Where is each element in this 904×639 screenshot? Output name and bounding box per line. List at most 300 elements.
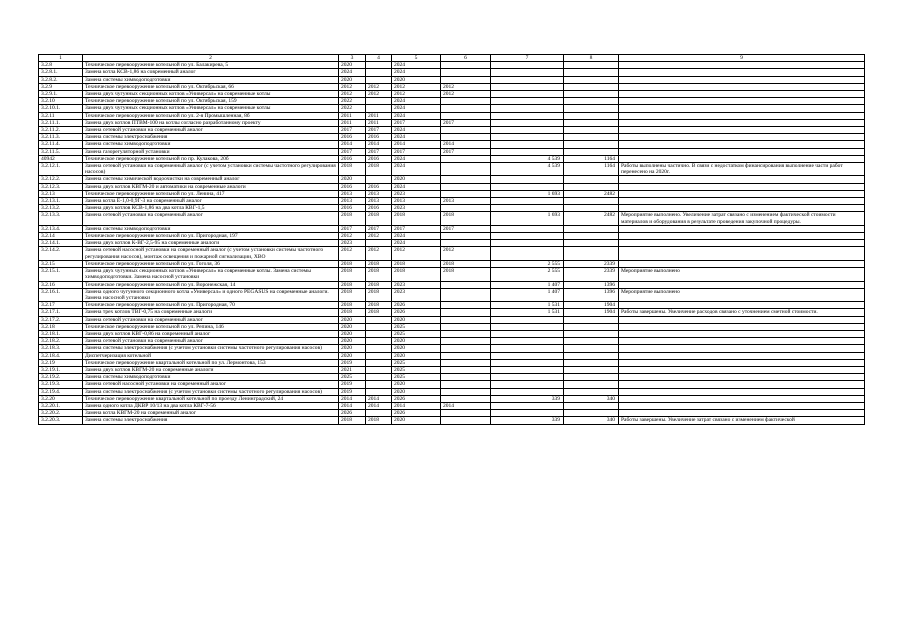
table-cell-col-6: 2018 [441, 212, 491, 225]
table-cell-col-9 [619, 316, 865, 323]
table-cell-col-6 [441, 374, 491, 381]
table-cell-col-2: Замена двух чугунных секционных котлов «Универсал» на современные котлы. Замена системы химводоподготовки. Замена насосной установки [83, 268, 339, 281]
table-cell-col-9 [619, 148, 865, 155]
table-cell-col-4: 2018 [366, 163, 392, 176]
table-cell-col-3: 2011 [339, 119, 366, 126]
table-cell-col-4: 2011 [366, 112, 392, 119]
table-cell-col-4 [366, 76, 392, 83]
table-cell-col-2: Замена котла Е-1,0-0,9Г-3 на современный аналог [83, 198, 339, 205]
table-cell-col-9 [619, 190, 865, 197]
table-cell-col-9 [619, 98, 865, 105]
table-cell-col-9 [619, 112, 865, 119]
table-cell-col-7 [491, 316, 564, 323]
table-cell-col-8: 2339 [564, 260, 619, 267]
table-cell-col-2: Техническое перевооружение котельной по ул. Пригородная, 70 [83, 302, 339, 309]
table-cell-col-2: Замена системы электроснабжения [83, 417, 339, 424]
table-cell-col-8 [564, 112, 619, 119]
table-cell-col-1: 3.2.8.2. [39, 76, 83, 83]
table-cell-col-7: 1 407 [491, 288, 564, 301]
table-cell-col-6 [441, 323, 491, 330]
table-row [39, 352, 865, 359]
table-cell-col-8 [564, 345, 619, 352]
table-cell-col-1: 3.2.10 [39, 98, 83, 105]
table-row [39, 112, 865, 119]
table-cell-col-4: 2017 [366, 148, 392, 155]
table-cell-col-4: 2016 [366, 155, 392, 162]
table-cell-col-5: 2024 [392, 163, 441, 176]
table-cell-col-6 [441, 302, 491, 309]
table-cell-col-2: Техническое перевооружение котельной по ул. Пригородная, 197 [83, 233, 339, 240]
table-cell-col-1: 3.2.19.2. [39, 374, 83, 381]
table-cell-col-5: 2025 [392, 323, 441, 330]
table-cell-col-3: 2012 [339, 233, 366, 240]
table-cell-col-6 [441, 183, 491, 190]
table-cell-col-9 [619, 323, 865, 330]
table-cell-col-9 [619, 240, 865, 247]
table-cell-col-1: 3.2.17.2. [39, 316, 83, 323]
table-cell-col-3: 2011 [339, 112, 366, 119]
table-cell-col-2: Замена газорегуляторной установки [83, 148, 339, 155]
table-cell-col-2: Замена системы электроснабжения [83, 134, 339, 141]
table-row [39, 127, 865, 134]
table-cell-col-8 [564, 316, 619, 323]
table-cell-col-2: Замена системы химводоподготовки [83, 141, 339, 148]
table-cell-col-9 [619, 198, 865, 205]
table-cell-col-7 [491, 233, 564, 240]
table-cell-col-7 [491, 69, 564, 76]
table-cell-col-9 [619, 388, 865, 395]
table-cell-col-5: 2020 [392, 316, 441, 323]
table-row [39, 374, 865, 381]
table-cell-col-3: 2014 [339, 395, 366, 402]
table-cell-col-9 [619, 402, 865, 409]
table-cell-col-5: 2024 [392, 98, 441, 105]
table-cell-col-7 [491, 388, 564, 395]
table-cell-col-3: 2012 [339, 247, 366, 260]
table-cell-col-1: 3.2.9 [39, 83, 83, 90]
table-row [39, 323, 865, 330]
table-cell-col-3: 2018 [339, 302, 366, 309]
table-cell-col-6: 2014 [441, 141, 491, 148]
table-cell-col-3: 2026 [339, 410, 366, 417]
table-cell-col-9 [619, 119, 865, 126]
table-cell-col-3: 2016 [339, 155, 366, 162]
table-cell-col-2: Замена сетевой насосной установки на современный аналог (с учетом установки системы частотного регулирования насосов), монтаж освещения и пожарной сигнализации, ХВО [83, 247, 339, 260]
table-cell-col-8 [564, 225, 619, 232]
table-cell-col-2: Замена двух чугунных секционных котлов «Универсал» на современные котлы [83, 91, 339, 98]
table-cell-col-7: 1 531 [491, 309, 564, 316]
table-cell-col-9 [619, 205, 865, 212]
table-cell-col-5: 2026 [392, 302, 441, 309]
table-cell-col-2: Замена двух котлов К-ВГ-2,5-95 на современные аналоги [83, 240, 339, 247]
table-cell-col-9 [619, 62, 865, 69]
column-header-7: 7 [491, 55, 564, 62]
table-cell-col-4: 2013 [366, 190, 392, 197]
table-cell-col-4: 2016 [366, 134, 392, 141]
table-cell-col-6 [441, 98, 491, 105]
table-row [39, 76, 865, 83]
table-cell-col-8: 2482 [564, 212, 619, 225]
table-header-row [39, 55, 865, 62]
table-cell-col-5: 2018 [392, 212, 441, 225]
table-cell-col-9 [619, 134, 865, 141]
table-cell-col-9: Работы завершены. Увеличение затрат связано с изменением фактической [619, 417, 865, 424]
table-cell-col-7 [491, 366, 564, 373]
table-cell-col-6: 2017 [441, 148, 491, 155]
table-cell-col-4 [366, 330, 392, 337]
table-cell-col-6 [441, 281, 491, 288]
table-cell-col-1: 3.2.19.1. [39, 366, 83, 373]
table-cell-col-7: 1 693 [491, 190, 564, 197]
table-cell-col-7 [491, 127, 564, 134]
table-cell-col-1: 3.2.12.2. [39, 176, 83, 183]
table-cell-col-1: 3.2.20 [39, 395, 83, 402]
table-cell-col-2: Техническое перевооружение котельной по ул. Гоголя, 36 [83, 260, 339, 267]
table-cell-col-2: Замена двух котлов КСВ-1,86 на два котла КВГ-1,5 [83, 205, 339, 212]
table-row [39, 302, 865, 309]
table-cell-col-8: 1396 [564, 288, 619, 301]
table-cell-col-6 [441, 176, 491, 183]
table-cell-col-2: Техническое перевооружение котельной по ул. Репина, 146 [83, 323, 339, 330]
table-cell-col-5: 2026 [392, 410, 441, 417]
table-cell-col-3: 2012 [339, 91, 366, 98]
table-row [39, 417, 865, 424]
table-cell-col-5: 2013 [392, 198, 441, 205]
table-cell-col-3: 2021 [339, 366, 366, 373]
table-row [39, 309, 865, 316]
table-cell-col-8 [564, 381, 619, 388]
table-cell-col-9 [619, 395, 865, 402]
table-cell-col-5: 2012 [392, 91, 441, 98]
table-cell-col-5: 2012 [392, 247, 441, 260]
table-cell-col-2: Замена сетевой насосной установки на современный аналог [83, 381, 339, 388]
column-header-3: 3 [339, 55, 366, 62]
table-cell-col-1: 3.2.15.1. [39, 268, 83, 281]
table-cell-col-6 [441, 233, 491, 240]
table-cell-col-6 [441, 417, 491, 424]
table-cell-col-8 [564, 141, 619, 148]
table-cell-col-1: 3.2.11.3. [39, 134, 83, 141]
table-cell-col-4 [366, 323, 392, 330]
table-cell-col-8: 1164 [564, 155, 619, 162]
table-cell-col-9: Работы завершены. Увеличение расходов связано с уточнением сметной стоимости. [619, 309, 865, 316]
table-cell-col-4 [366, 345, 392, 352]
table-cell-col-1: 3.2.17.1. [39, 309, 83, 316]
table-cell-col-9 [619, 76, 865, 83]
table-cell-col-8 [564, 247, 619, 260]
table-row [39, 260, 865, 267]
table-cell-col-7 [491, 402, 564, 409]
table-row [39, 105, 865, 112]
table-cell-col-6: 2012 [441, 91, 491, 98]
table-cell-col-3: 2025 [339, 374, 366, 381]
table-cell-col-8 [564, 323, 619, 330]
table-cell-col-2: Техническое перевооружение котельной по пр. Кулакова, 20б [83, 155, 339, 162]
table-cell-col-3: 2017 [339, 148, 366, 155]
table-cell-col-5: 2025 [392, 366, 441, 373]
table-cell-col-4 [366, 176, 392, 183]
table-cell-col-5: 2023 [392, 288, 441, 301]
table-cell-col-3: 2018 [339, 212, 366, 225]
table-cell-col-2: Техническое перевооружение котельной по ул. Воронежская, 14 [83, 281, 339, 288]
table-cell-col-9 [619, 381, 865, 388]
table-row [39, 388, 865, 395]
table-cell-col-4 [366, 374, 392, 381]
table-row [39, 134, 865, 141]
table-cell-col-8: 340 [564, 395, 619, 402]
table-row [39, 155, 865, 162]
table-cell-col-2: Замена сетевой установки на современный аналог (с учетом установки системы частотного регулирования насосов) [83, 163, 339, 176]
table-cell-col-6 [441, 134, 491, 141]
table-cell-col-5: 2017 [392, 148, 441, 155]
table-cell-col-7 [491, 330, 564, 337]
table-cell-col-9: Мероприятие выполнено [619, 268, 865, 281]
table-cell-col-3: 2024 [339, 69, 366, 76]
table-cell-col-2: Техническое перевооружение котельной по ул. Балакирева, 5 [83, 62, 339, 69]
table-cell-col-6: 2018 [441, 260, 491, 267]
table-cell-col-4 [366, 388, 392, 395]
column-header-8: 8 [564, 55, 619, 62]
table-cell-col-8 [564, 374, 619, 381]
table-cell-col-1: 3.2.11.1. [39, 119, 83, 126]
table-cell-col-1: 3.2.18.4. [39, 352, 83, 359]
table-cell-col-5: 2020 [392, 345, 441, 352]
table-row [39, 176, 865, 183]
table-cell-col-9 [619, 127, 865, 134]
table-cell-col-3: 2016 [339, 183, 366, 190]
table-cell-col-9 [619, 247, 865, 260]
table-cell-col-9 [619, 105, 865, 112]
table-cell-col-1: 3.2.11.4. [39, 141, 83, 148]
table-cell-col-5: 2024 [392, 62, 441, 69]
table-cell-col-4: 2012 [366, 233, 392, 240]
document-table [38, 54, 865, 425]
table-cell-col-8 [564, 330, 619, 337]
table-cell-col-6: 2012 [441, 247, 491, 260]
table-cell-col-3: 2013 [339, 198, 366, 205]
table-cell-col-5: 2026 [392, 309, 441, 316]
table-cell-col-3: 2020 [339, 345, 366, 352]
table-cell-col-1: 3.2.13.3. [39, 212, 83, 225]
table-cell-col-2: Замена системы химводоподготовки [83, 225, 339, 232]
table-cell-col-2: Замена сетевой установки на современный аналог [83, 316, 339, 323]
table-cell-col-9 [619, 225, 865, 232]
table-cell-col-1: 3.2.18.3. [39, 345, 83, 352]
table-row [39, 91, 865, 98]
table-cell-col-7 [491, 134, 564, 141]
column-header-1: 1 [39, 55, 83, 62]
table-cell-col-1: 3.2.20.1. [39, 402, 83, 409]
table-cell-col-5: 2024 [392, 134, 441, 141]
table-row [39, 62, 865, 69]
table-cell-col-7: 1 693 [491, 212, 564, 225]
table-cell-col-3: 2013 [339, 190, 366, 197]
table-cell-col-8: 1904 [564, 302, 619, 309]
table-cell-col-1: 3.2.20.2. [39, 410, 83, 417]
table-cell-col-1: 3.2.11 [39, 112, 83, 119]
table-cell-col-1: 3.2.19 [39, 359, 83, 366]
table-cell-col-5: 2025 [392, 374, 441, 381]
table-cell-col-1: 3.2.19.4. [39, 388, 83, 395]
table-cell-col-5: 2020 [392, 417, 441, 424]
table-cell-col-1: 3.2.13.2. [39, 205, 83, 212]
table-cell-col-2: Замена системы электроснабжения (с учетом установки системы частотного регулирования насосов) [83, 388, 339, 395]
table-cell-col-3: 2019 [339, 388, 366, 395]
table-cell-col-6 [441, 366, 491, 373]
table-cell-col-6 [441, 381, 491, 388]
table-row [39, 281, 865, 288]
table-cell-col-5: 2025 [392, 359, 441, 366]
table-cell-col-2: Замена сетевой установки на современный аналог [83, 127, 339, 134]
table-cell-col-9: Мероприятие выполнено [619, 288, 865, 301]
table-cell-col-3: 2018 [339, 260, 366, 267]
table-cell-col-8 [564, 127, 619, 134]
table-cell-col-6 [441, 127, 491, 134]
table-cell-col-1: 3.2.20.3. [39, 417, 83, 424]
table-cell-col-5: 2023 [392, 281, 441, 288]
table-row [39, 212, 865, 225]
table-cell-col-3: 2018 [339, 281, 366, 288]
table-cell-col-3: 2014 [339, 402, 366, 409]
table-cell-col-5: 2020 [392, 388, 441, 395]
table-cell-col-2: Замена двух чугунных секционных котлов «Универсал» на современные котлы [83, 105, 339, 112]
table-row [39, 338, 865, 345]
table-cell-col-1: 3.2.13.4. [39, 225, 83, 232]
table-cell-col-8 [564, 83, 619, 90]
table-cell-col-3: 2016 [339, 205, 366, 212]
table-cell-col-6 [441, 338, 491, 345]
table-cell-col-6 [441, 345, 491, 352]
table-row [39, 395, 865, 402]
table-cell-col-8 [564, 205, 619, 212]
table-cell-col-9 [619, 352, 865, 359]
column-header-5: 5 [392, 55, 441, 62]
table-cell-col-3: 2023 [339, 240, 366, 247]
table-row [39, 233, 865, 240]
table-cell-col-3: 2018 [339, 309, 366, 316]
table-cell-col-6 [441, 155, 491, 162]
table-cell-col-3: 2022 [339, 105, 366, 112]
table-cell-col-1: 3.2.18.1. [39, 330, 83, 337]
table-cell-col-9 [619, 374, 865, 381]
table-cell-col-6 [441, 352, 491, 359]
table-row [39, 163, 865, 176]
table-row [39, 381, 865, 388]
table-cell-col-9 [619, 91, 865, 98]
table-row [39, 190, 865, 197]
table-cell-col-2: Техническое перевооружение квартальной котельной по проезду Ленинградский, 24 [83, 395, 339, 402]
table-cell-col-2: Замена одного котла ДКВР 10/13 на два котла КВГ-7-56 [83, 402, 339, 409]
table-cell-col-8 [564, 98, 619, 105]
table-cell-col-5: 2018 [392, 260, 441, 267]
table-cell-col-2: Замена одного чугунного секционного котла «Универсал» и одного PEGASUS на современные аналоги. Замена насосной установки [83, 288, 339, 301]
table-cell-col-7 [491, 359, 564, 366]
table-cell-col-4: 2014 [366, 395, 392, 402]
table-cell-col-8 [564, 410, 619, 417]
table-cell-col-1: 3.2.15 [39, 260, 83, 267]
table-row [39, 119, 865, 126]
table-cell-col-4: 2018 [366, 212, 392, 225]
table-cell-col-7 [491, 338, 564, 345]
table-cell-col-7 [491, 83, 564, 90]
table-cell-col-7 [491, 240, 564, 247]
table-cell-col-1: 3.2.16.1. [39, 288, 83, 301]
table-cell-col-2: Техническое перевооружение котельной по ул. Октябрьская, 159 [83, 98, 339, 105]
table-cell-col-3: 2014 [339, 141, 366, 148]
table-cell-col-5: 2017 [392, 119, 441, 126]
table-row [39, 359, 865, 366]
table-cell-col-5: 2020 [392, 176, 441, 183]
table-cell-col-4: 2018 [366, 281, 392, 288]
table-cell-col-3: 2019 [339, 359, 366, 366]
table-row [39, 410, 865, 417]
table-cell-col-4 [366, 381, 392, 388]
table-row [39, 141, 865, 148]
table-cell-col-1: 3.2.14.2. [39, 247, 83, 260]
table-cell-col-1: 3.2.9.1. [39, 91, 83, 98]
table-row [39, 240, 865, 247]
table-cell-col-8: 2482 [564, 190, 619, 197]
table-cell-col-1: 40942 [39, 155, 83, 162]
table-cell-col-3: 2019 [339, 381, 366, 388]
table-cell-col-8 [564, 388, 619, 395]
table-cell-col-1: 3.2.16 [39, 281, 83, 288]
table-cell-col-9 [619, 366, 865, 373]
table-cell-col-8 [564, 338, 619, 345]
table-cell-col-4: 2016 [366, 205, 392, 212]
table-cell-col-8: 1164 [564, 163, 619, 176]
table-cell-col-3: 2018 [339, 288, 366, 301]
table-cell-col-1: 3.2.11.2. [39, 127, 83, 134]
table-cell-col-5: 2024 [392, 155, 441, 162]
table-cell-col-6: 2013 [441, 198, 491, 205]
table-cell-col-7 [491, 374, 564, 381]
table-cell-col-2: Замена системы химической водоочистки на современный аналог [83, 176, 339, 183]
table-cell-col-4 [366, 359, 392, 366]
table-cell-col-5: 2020 [392, 338, 441, 345]
table-cell-col-9 [619, 233, 865, 240]
table-cell-col-7 [491, 183, 564, 190]
table-cell-col-4: 2012 [366, 247, 392, 260]
column-header-2: 2 [83, 55, 339, 62]
table-row [39, 345, 865, 352]
table-cell-col-9 [619, 69, 865, 76]
table-row [39, 69, 865, 76]
table-cell-col-8 [564, 402, 619, 409]
table-cell-col-8: 1396 [564, 281, 619, 288]
table-cell-col-5: 2024 [392, 105, 441, 112]
table-cell-col-4: 2012 [366, 83, 392, 90]
table-cell-col-4: 2017 [366, 127, 392, 134]
table-cell-col-7 [491, 141, 564, 148]
table-cell-col-1: 3.2.8.1. [39, 69, 83, 76]
table-cell-col-4 [366, 352, 392, 359]
table-cell-col-2: Замена сетевой установки на современный аналог [83, 338, 339, 345]
table-cell-col-6: 2018 [441, 268, 491, 281]
table-cell-col-6: 2012 [441, 83, 491, 90]
table-cell-col-6 [441, 288, 491, 301]
table-cell-col-3: 2017 [339, 127, 366, 134]
table-cell-col-3: 2020 [339, 323, 366, 330]
table-cell-col-5: 2024 [392, 69, 441, 76]
table-cell-col-7: 1 531 [491, 302, 564, 309]
table-cell-col-7: 4 539 [491, 163, 564, 176]
table-cell-col-7 [491, 119, 564, 126]
table-cell-col-1: 3.2.13 [39, 190, 83, 197]
table-cell-col-9 [619, 141, 865, 148]
table-cell-col-4: 2018 [366, 302, 392, 309]
table-cell-col-1: 3.2.14.1. [39, 240, 83, 247]
